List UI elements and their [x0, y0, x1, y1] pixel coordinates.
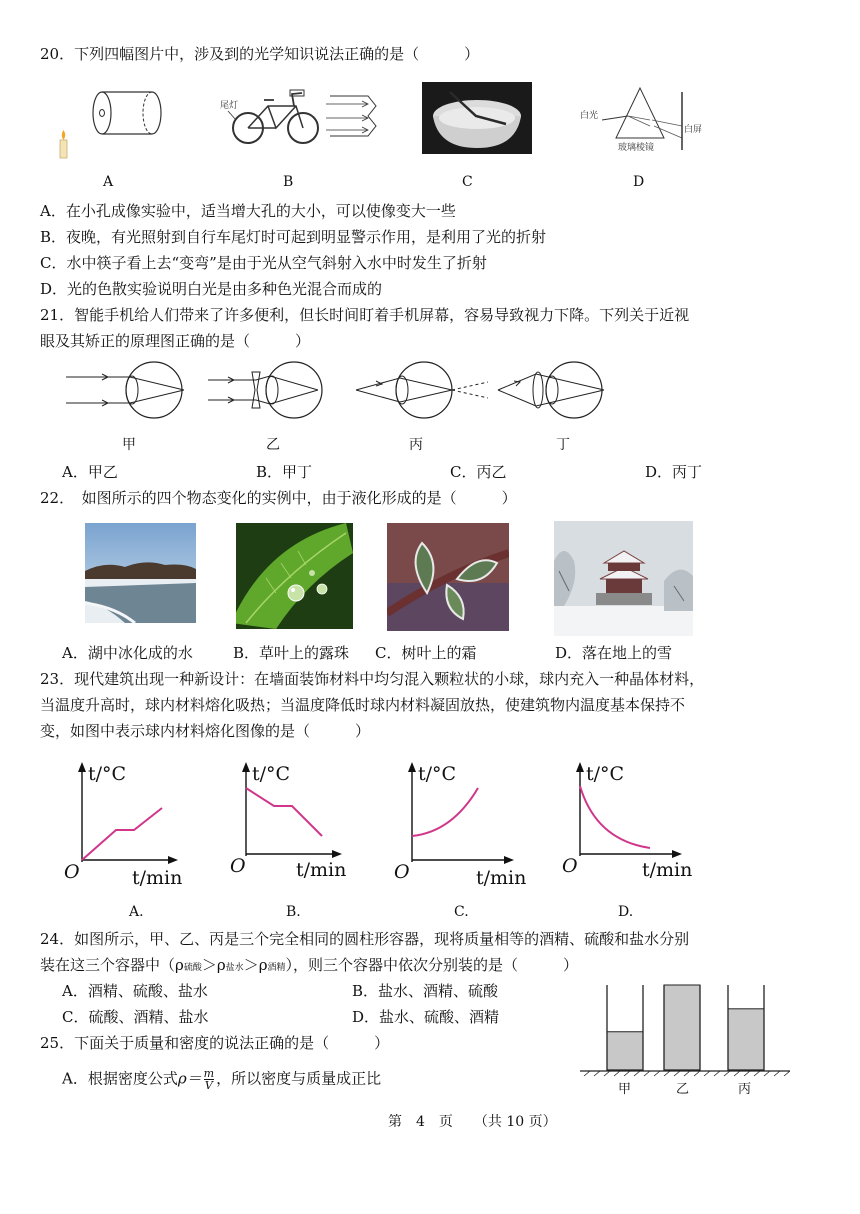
q25-option-a: A．根据密度公式ρ＝ $\frac{m}{V}$ ，所以密度与质量成正比	[62, 1067, 382, 1092]
graph-c-curve	[412, 788, 478, 836]
svg-text:玻璃棱镜: 玻璃棱镜	[618, 143, 655, 153]
q24-option-c: C．硫酸、酒精、盐水	[62, 1008, 209, 1026]
graph-b-origin: O	[230, 855, 246, 877]
graph-b-y-axis-label: t/°C	[252, 763, 291, 785]
container-label-yi: 乙	[676, 1082, 690, 1097]
q21-stem-line2: 眼及其矫正的原理图正确的是（ ）	[40, 332, 311, 350]
q23-graph-c	[392, 760, 542, 890]
graph-b-x-axis-label: t/min	[296, 859, 347, 881]
graph-d-origin: O	[562, 855, 578, 877]
q20-label-a: A	[103, 174, 114, 190]
q23-stem-line1: 23．现代建筑出现一种新设计：在墙面装饰材料中均匀混入颗粒状的小球，球内充入一种晶体材料，	[40, 670, 705, 688]
q22-option-a: A．湖中冰化成的水	[62, 644, 193, 662]
q21-label-ding: 丁	[556, 437, 570, 453]
q24-option-b: B．盐水、酒精、硫酸	[352, 982, 499, 1000]
liquid-jia	[607, 1032, 643, 1070]
graph-d-y-axis-label: t/°C	[586, 763, 625, 785]
q21-eye-diagram-jia	[62, 358, 192, 422]
container-label-jia: 甲	[618, 1082, 632, 1097]
container-label-bing: 丙	[738, 1082, 752, 1097]
q23-graph-a	[62, 760, 204, 890]
graph-d-curve	[580, 786, 650, 848]
graph-d-x-axis-label: t/min	[642, 859, 693, 881]
q23-label-c: C.	[454, 904, 469, 920]
q23-stem-line2: 当温度升高时，球内材料熔化吸热；当温度降低时球内材料凝固放热，使建筑物内温度基本保持不	[40, 696, 686, 714]
q23-label-b: B.	[286, 904, 301, 920]
q23-stem-line3: 变，如图中表示球内材料熔化图像的是（ ）	[40, 722, 371, 740]
liquid-bing	[728, 1009, 764, 1070]
svg-text:白光: 白光	[580, 111, 599, 121]
q20-label-d: D	[633, 174, 645, 190]
q21-option-a: A．甲乙	[62, 463, 118, 481]
graph-c-y-axis-label: t/°C	[418, 763, 457, 785]
q24-option-d: D．盐水、硫酸、酒精	[352, 1008, 500, 1026]
q21-label-bing: 丙	[409, 437, 423, 453]
graph-a-origin: O	[64, 861, 80, 883]
q20-option-a: A．在小孔成像实验中，适当增大孔的大小，可以使像变大一些	[40, 202, 456, 220]
q22-photo-dew-drop	[236, 523, 353, 629]
tail-light-tag: 尾灯	[220, 101, 239, 111]
q20-label-c: C	[462, 174, 473, 190]
q21-eye-diagram-ding	[496, 358, 624, 422]
graph-a-curve	[82, 808, 162, 860]
q20-stem: 20．下列四幅图片中，涉及到的光学知识说法正确的是（ ）	[40, 45, 480, 63]
q20-option-c: C．水中筷子看上去“变弯”是由于光从空气斜射入水中时发生了折射	[40, 254, 487, 272]
q24-stem-line2: 装在这三个容器中（ρ硫酸＞ρ盐水＞ρ酒精），则三个容器中依次分别装的是（ ）	[40, 956, 579, 974]
graph-a-y-axis-label: t/°C	[88, 763, 127, 785]
svg-text:白屏: 白屏	[684, 125, 703, 135]
q22-photo-lake-ice	[85, 523, 196, 623]
q23-label-a: A.	[129, 904, 144, 920]
q20-figure-a	[52, 82, 172, 162]
q23-label-d: D.	[618, 904, 634, 920]
q21-option-d: D．丙丁	[645, 463, 703, 481]
q24-option-a: A．酒精、硫酸、盐水	[62, 982, 208, 1000]
graph-c-x-axis-label: t/min	[476, 867, 527, 889]
q25-stem: 25．下面关于质量和密度的说法正确的是（ ）	[40, 1034, 390, 1052]
q21-eye-diagram-bing	[354, 358, 494, 422]
q23-graph-b	[226, 760, 368, 890]
graph-c-origin: O	[394, 861, 410, 883]
q22-photo-frost	[387, 523, 509, 631]
liquid-yi	[664, 985, 700, 1070]
graph-a-x-axis-label: t/min	[132, 867, 183, 889]
page-footer: 第 4 页 （共 10 页）	[388, 1114, 557, 1130]
q20-figure-d	[578, 80, 708, 156]
q22-option-c: C．树叶上的霜	[375, 644, 477, 662]
q22-option-d: D．落在地上的雪	[555, 644, 673, 662]
q21-option-c: C．丙乙	[450, 463, 507, 481]
q20-figure-b	[218, 88, 378, 148]
q21-label-jia: 甲	[122, 437, 136, 453]
q21-option-b: B．甲丁	[256, 463, 313, 481]
q22-stem: 22． 如图所示的四个物态变化的实例中，由于液化形成的是（ ）	[40, 489, 517, 507]
density-formula-fraction: $\frac{m}{V}$	[203, 1067, 215, 1092]
q20-label-b: B	[283, 174, 294, 190]
q20-option-d: D．光的色散实验说明白光是由多种色光混合而成的	[40, 280, 383, 298]
q20-option-b: B．夜晚，有光照射到自行车尾灯时可起到明显警示作用，是利用了光的折射	[40, 228, 547, 246]
q23-graph-d	[560, 760, 710, 890]
q20-figure-c	[422, 82, 532, 154]
graph-b-curve	[246, 788, 322, 836]
q21-label-yi: 乙	[266, 437, 280, 453]
q21-stem-line1: 21．智能手机给人们带来了许多便利，但长时间盯着手机屏幕，容易导致视力下降。下列关于近视	[40, 306, 690, 324]
q22-photo-snow	[554, 521, 693, 636]
q24-stem-line1: 24．如图所示，甲、乙、丙是三个完全相同的圆柱形容器，现将质量相等的酒精、硫酸和盐水分别	[40, 930, 690, 948]
q22-option-b: B．草叶上的露珠	[233, 644, 350, 662]
q24-containers-figure	[580, 980, 790, 1100]
q21-eye-diagram-yi	[206, 358, 338, 422]
